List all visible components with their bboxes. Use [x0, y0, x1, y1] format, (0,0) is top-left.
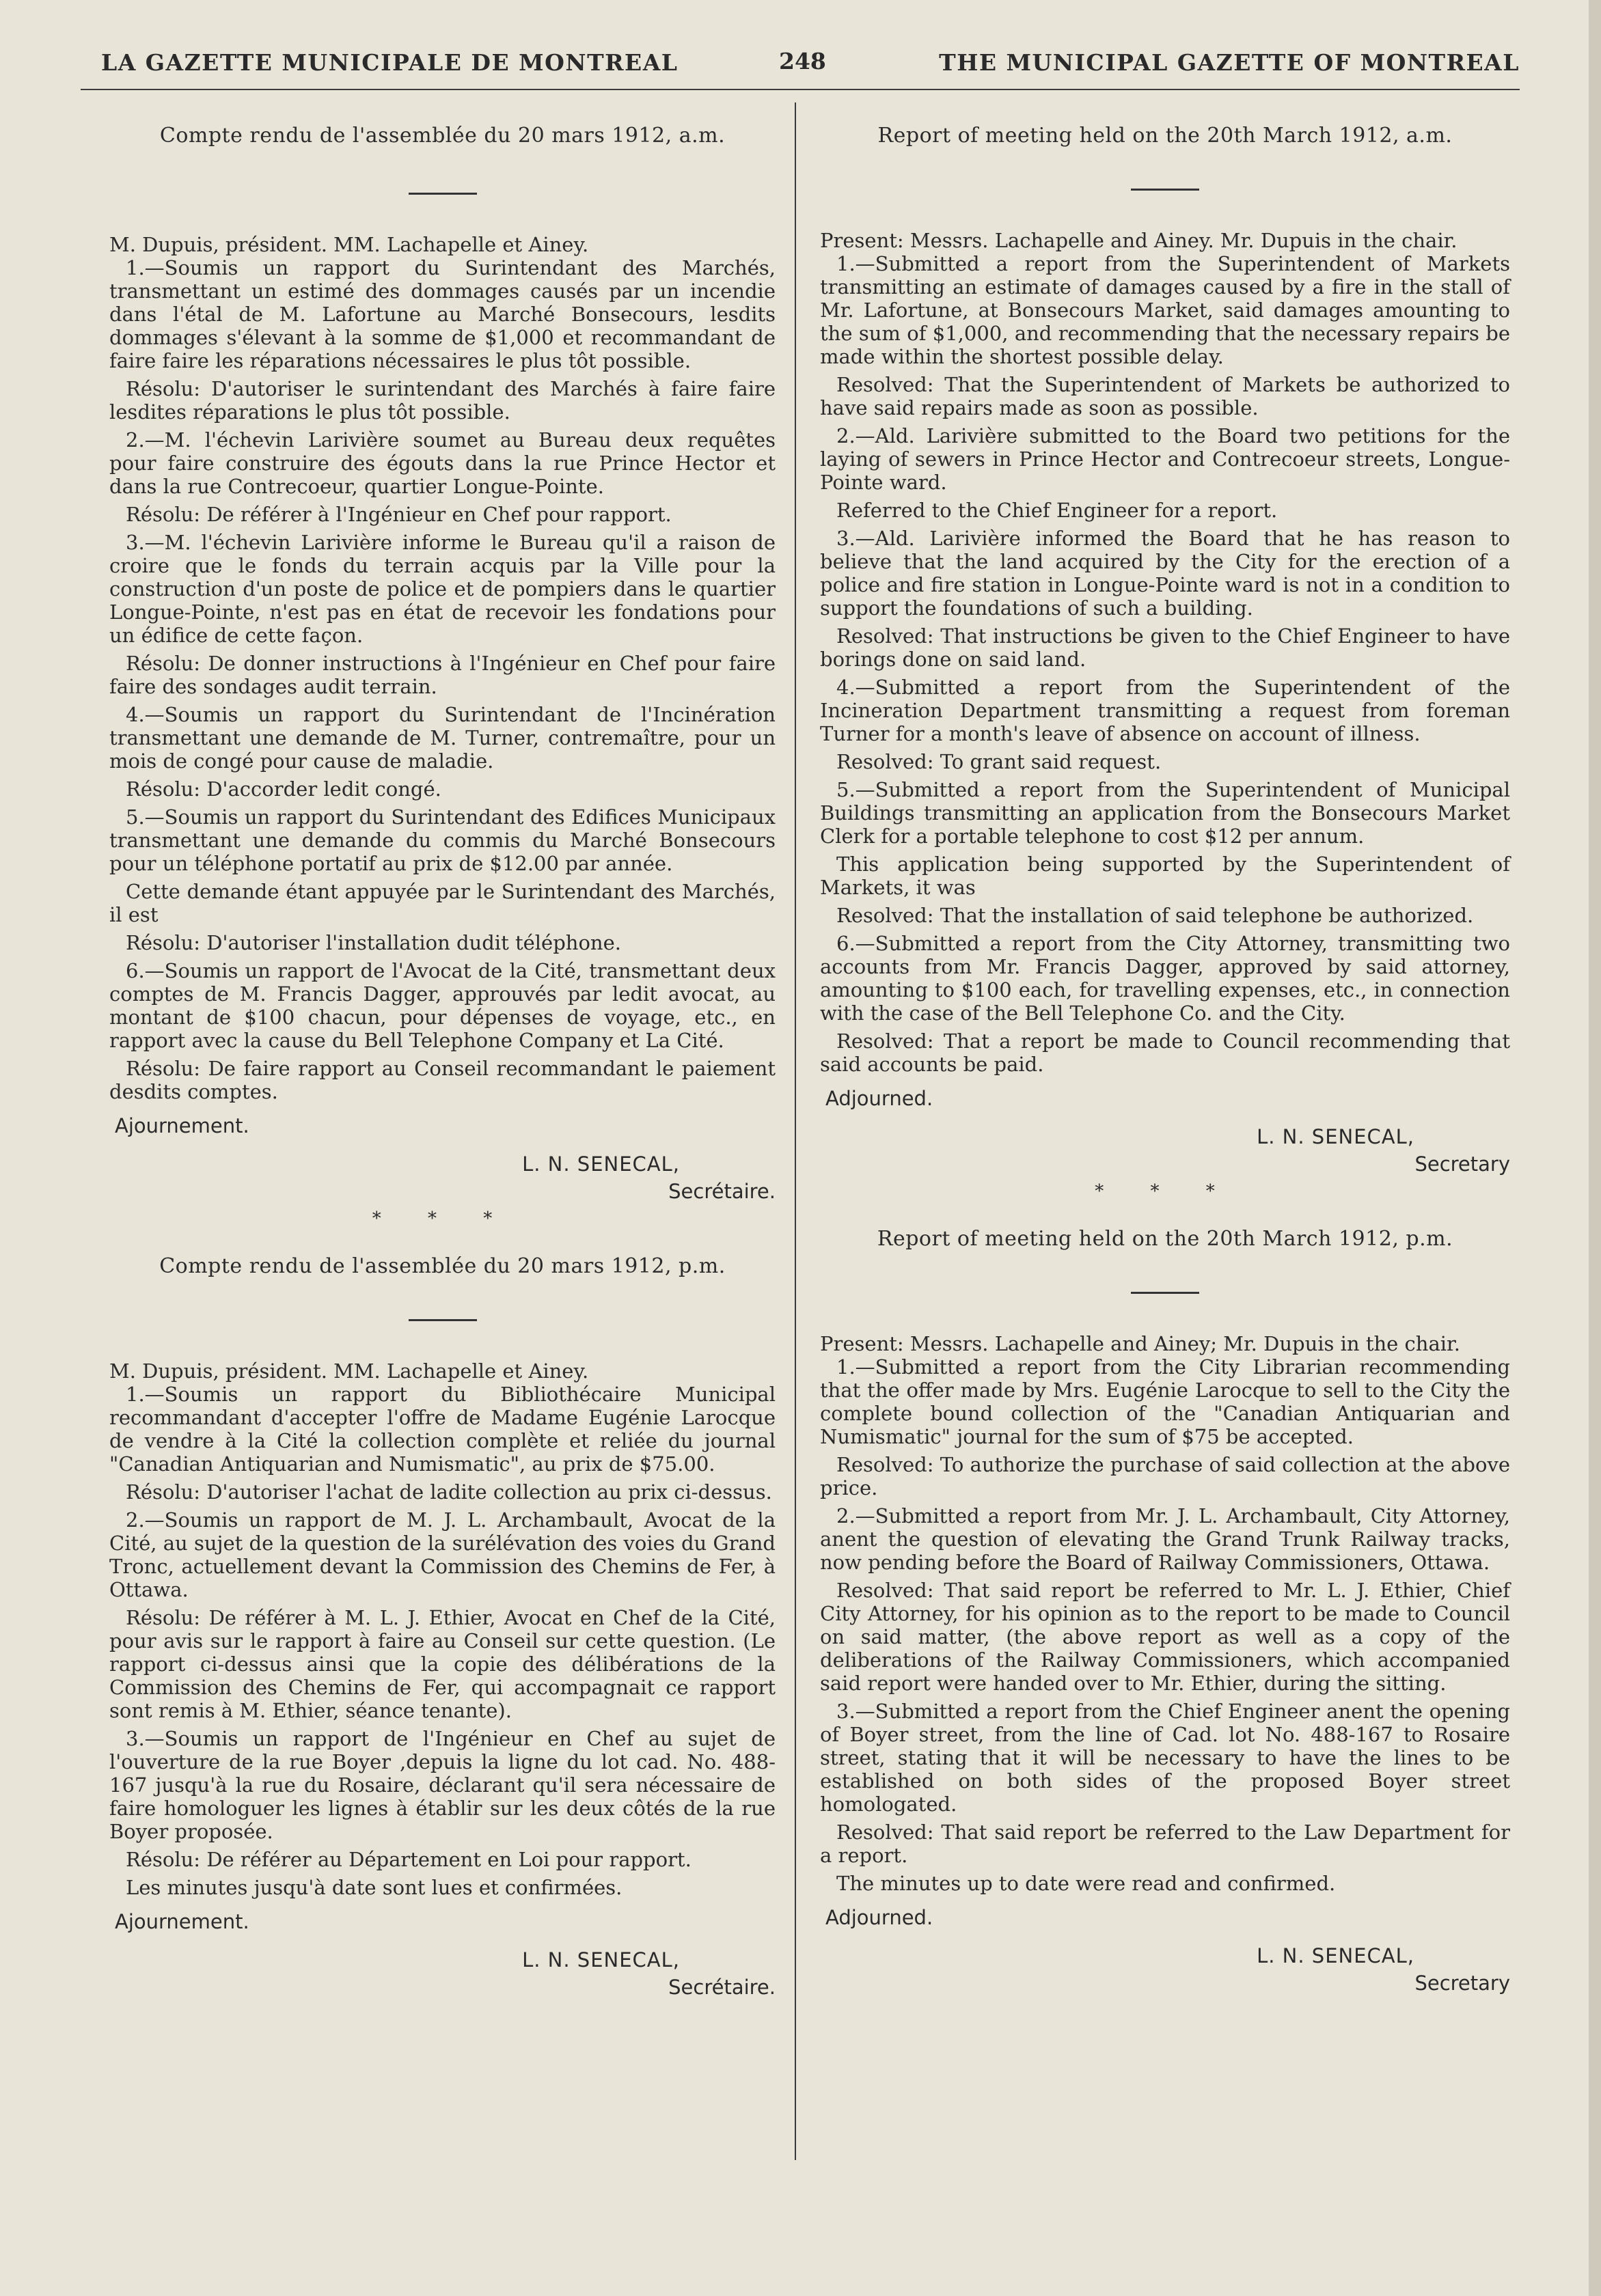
adjourn-line: Ajournement. [115, 1114, 249, 1137]
section-rule [1131, 189, 1199, 191]
section-title: Compte rendu de l'assemblée du 20 mars 1912, a.m. [159, 124, 726, 148]
paragraph: Resolved: That the Superintendent of Markets be authorized to have said repairs made as soon as possible. [820, 373, 1510, 419]
header-title-french: LA GAZETTE MUNICIPALE DE MONTREAL [101, 49, 679, 76]
section-title: Report of meeting held on the 20th March 1912, p.m. [877, 1227, 1453, 1251]
french-afternoon-report [109, 1255, 776, 1999]
paragraph: Résolu: De référer à l'Ingénieur en Chef pour rapport. [126, 503, 672, 526]
paragraph: Resolved: That said report be referred to the Law Department for a report. [820, 1821, 1510, 1867]
header-title-english: THE MUNICIPAL GAZETTE OF MONTREAL [939, 49, 1520, 76]
column-divider [795, 102, 796, 2160]
paragraph: 4.—Soumis un rapport du Surintendant de l'Incinération transmettant une demande de M. Turner, contremaître, pour un mois de congé pour cause de maladie. [109, 703, 776, 773]
section-rule [1131, 1292, 1199, 1294]
page-number: 248 [779, 48, 826, 74]
paragraph: 6.—Submitted a report from the City Attorney, transmitting two accounts from Mr. Francis Dagger, approved by said attorney, amounting to $100 each, for travelling expenses, etc., in connection with the case of the Bell Telephone Co. and the City. [820, 932, 1510, 1025]
paragraph: 3.—M. l'échevin Larivière informe le Bureau qu'il a raison de croire que le fonds du terrain acquis par la Ville pour la construction d'un poste de police et de pompiers dans le quartier Longue-Pointe, n'est pas en état de recevoir les fondations pour un édifice de cette façon. [109, 531, 776, 647]
header-rule [81, 89, 1520, 90]
paragraph: Resolved: To authorize the purchase of said collection at the above price. [820, 1453, 1510, 1499]
french-morning-report [109, 124, 776, 1203]
present-line: Present: Messrs. Lachapelle and Ainey. Mr. Dupuis in the chair. [820, 229, 1458, 252]
paragraph: 3.—Submitted a report from the Chief Engineer anent the opening of Boyer street, from the line of Cad. lot No. 488-167 to Rosaire street, stating that it will be necessary to have the lines to be established on both sides of the proposed Boyer street homologated. [820, 1700, 1510, 1816]
paragraph: Résolu: D'autoriser le surintendant des Marchés à faire faire lesdites réparations le plus tôt possible. [109, 377, 776, 424]
paragraph: Résolu: De référer au Département en Loi pour rapport. [126, 1848, 692, 1871]
paragraph: 2.—Submitted a report from Mr. J. L. Archambault, City Attorney, anent the question of elevating the Grand Trunk Railway tracks, now pending before the Board of Railway Commissioners, Ottawa. [820, 1504, 1510, 1574]
english-morning-report [820, 124, 1510, 1176]
paragraph: Résolu: De faire rapport au Conseil recommandant le paiement desdits comptes. [109, 1057, 776, 1103]
signature-title: Secretary [1414, 1152, 1510, 1176]
paragraph: 1.—Submitted a report from the City Librarian recommending that the offer made by Mrs. Eugénie Larocque to sell to the City the complete bound collection of the "Canadian Antiquarian and Numismatic" journal for the sum of $75 be accepted. [820, 1355, 1510, 1448]
paragraph: Cette demande étant appuyée par le Surintendant des Marchés, il est [109, 880, 776, 926]
signature-title: Secrétaire. [668, 1180, 776, 1203]
present-line: Present: Messrs. Lachapelle and Ainey; Mr. Dupuis in the chair. [820, 1332, 1460, 1355]
english-column [820, 116, 1510, 1995]
signature-title: Secretary [1414, 1972, 1510, 1995]
paragraph: 1.—Submitted a report from the Superintendent of Markets transmitting an estimate of damages caused by a fire in the stall of Mr. Lafortune, at Bonsecours Market, said damages amounting to the sum of $1,000, and recommending that the necessary repairs be made within the shortest possible delay. [820, 252, 1510, 368]
english-afternoon-report [820, 1228, 1510, 1995]
section-separator-stars: * * * [372, 1208, 513, 1229]
paragraph: 3.—Ald. Larivière informed the Board that he has reason to believe that the land acquired by the City for the erection of a police and fire station in Longue-Pointe ward is not in a condition to support the foundations of such a building. [820, 527, 1510, 620]
section-title: Compte rendu de l'assemblée du 20 mars 1912, p.m. [159, 1254, 726, 1278]
paragraph: 4.—Submitted a report from the Superintendent of the Incineration Department transmitting a request from foreman Turner for a month's leave of absence on account of illness. [820, 676, 1510, 745]
present-line: M. Dupuis, président. MM. Lachapelle et Ainey. [109, 1359, 589, 1383]
paragraph: Résolu: D'accorder ledit congé. [126, 777, 441, 801]
paragraph: The minutes up to date were read and confirmed. [836, 1872, 1336, 1895]
adjourn-line: Ajournement. [115, 1910, 249, 1933]
paragraph: Les minutes jusqu'à date sont lues et confirmées. [126, 1876, 622, 1899]
paragraph: Resolved: That the installation of said telephone be authorized. [836, 904, 1474, 927]
paragraph: Resolved: To grant said request. [836, 750, 1162, 773]
paragraph: Referred to the Chief Engineer for a report. [836, 499, 1278, 522]
signature-title: Secrétaire. [668, 1976, 776, 1999]
paragraph: 3.—Soumis un rapport de l'Ingénieur en Chef au sujet de l'ouverture de la rue Boyer ,depuis la ligne du lot cad. No. 488-167 jusqu'à la rue du Rosaire, déclarant qu'il sera nécessaire de faire homologuer les lignes à établir sur les deux côtés de la rue Boyer proposée. [109, 1727, 776, 1843]
paragraph: 6.—Soumis un rapport de l'Avocat de la Cité, transmettant deux comptes de M. Francis Dagger, approuvés par ledit avocat, au montant de $100 chacun, pour dépenses de voyage, etc., en rapport avec la cause du Bell Telephone Company et La Cité. [109, 959, 776, 1052]
paragraph: Résolu: D'autoriser l'achat de ladite collection au prix ci-dessus. [126, 1480, 772, 1504]
section-title: Report of meeting held on the 20th March 1912, a.m. [877, 124, 1453, 148]
paragraph: Résolu: De donner instructions à l'Ingénieur en Chef pour faire faire des sondages audit terrain. [109, 652, 776, 698]
french-column [109, 116, 776, 1999]
signature-name: L. N. SENECAL, [522, 1948, 680, 1972]
paragraph: Resolved: That a report be made to Council recommending that said accounts be paid. [820, 1029, 1510, 1076]
section-rule [409, 193, 477, 195]
paragraph: Resolved: That instructions be given to the Chief Engineer to have borings done on said land. [820, 624, 1510, 671]
page-edge [1589, 0, 1601, 2296]
section-separator-stars: * * * [1095, 1181, 1235, 1202]
paragraph: This application being supported by the Superintendent of Markets, it was [820, 853, 1510, 899]
present-line: M. Dupuis, président. MM. Lachapelle et Ainey. [109, 233, 589, 256]
paragraph: Résolu: D'autoriser l'installation dudit téléphone. [126, 931, 621, 954]
signature-name: L. N. SENECAL, [1257, 1944, 1414, 1967]
paragraph: 2.—Ald. Larivière submitted to the Board two petitions for the laying of sewers in Prince Hector and Contrecoeur streets, Longue-Pointe ward. [820, 424, 1510, 494]
paragraph: Resolved: That said report be referred to Mr. L. J. Ethier, Chief City Attorney, for his opinion as to the report to be made to Council on said matter, (the above report as well as a copy of the deliberations of the Railway Commissioners, which accompanied said report were handed over to Mr. Ethier, during the sitting. [820, 1579, 1510, 1695]
section-rule [409, 1319, 477, 1321]
signature-name: L. N. SENECAL, [1257, 1125, 1414, 1148]
paragraph: 5.—Submitted a report from the Superintendent of Municipal Buildings transmitting an application from the Bonsecours Market Clerk for a portable telephone to cost $12 per annum. [820, 778, 1510, 848]
adjourn-line: Adjourned. [825, 1087, 933, 1110]
paragraph: 5.—Soumis un rapport du Surintendant des Edifices Municipaux transmettant une demande du commis du Marché Bonsecours pour un téléphone portatif au prix de $12.00 par année. [109, 805, 776, 875]
paragraph: Résolu: De référer à M. L. J. Ethier, Avocat en Chef de la Cité, pour avis sur le rapport à faire au Conseil sur cette question. (Le rapport ci-dessus ainsi que la copie des délibérations de la Commission des Chemins de Fer, qui accompagnait ce rapport sont remis à M. Ethier, séance tenante). [109, 1606, 776, 1722]
paragraph: 2.—M. l'échevin Larivière soumet au Bureau deux requêtes pour faire construire des égouts dans la rue Prince Hector et dans la rue Contrecoeur, quartier Longue-Pointe. [109, 428, 776, 498]
page-header [101, 49, 1520, 90]
paragraph: 1.—Soumis un rapport du Bibliothécaire Municipal recommandant d'accepter l'offre de Madame Eugénie Larocque de vendre à la Cité la collection complète et reliée du journal "Canadian Antiquarian and Numismatic", au prix de $75.00. [109, 1383, 776, 1476]
adjourn-line: Adjourned. [825, 1906, 933, 1929]
signature-name: L. N. SENECAL, [522, 1152, 680, 1176]
paragraph: 2.—Soumis un rapport de M. J. L. Archambault, Avocat de la Cité, au sujet de la question de la surélévation des voies du Grand Tronc, actuellement devant la Commission des Chemins de Fer, à Ottawa. [109, 1508, 776, 1601]
paragraph: 1.—Soumis un rapport du Surintendant des Marchés, transmettant un estimé des dommages causés par un incendie dans l'étal de M. Lafortune au Marché Bonsecours, lesdits dommages s'élevant à la somme de $1,000 et recommandant de faire faire les réparations nécessaires le plus tôt possible. [109, 256, 776, 372]
